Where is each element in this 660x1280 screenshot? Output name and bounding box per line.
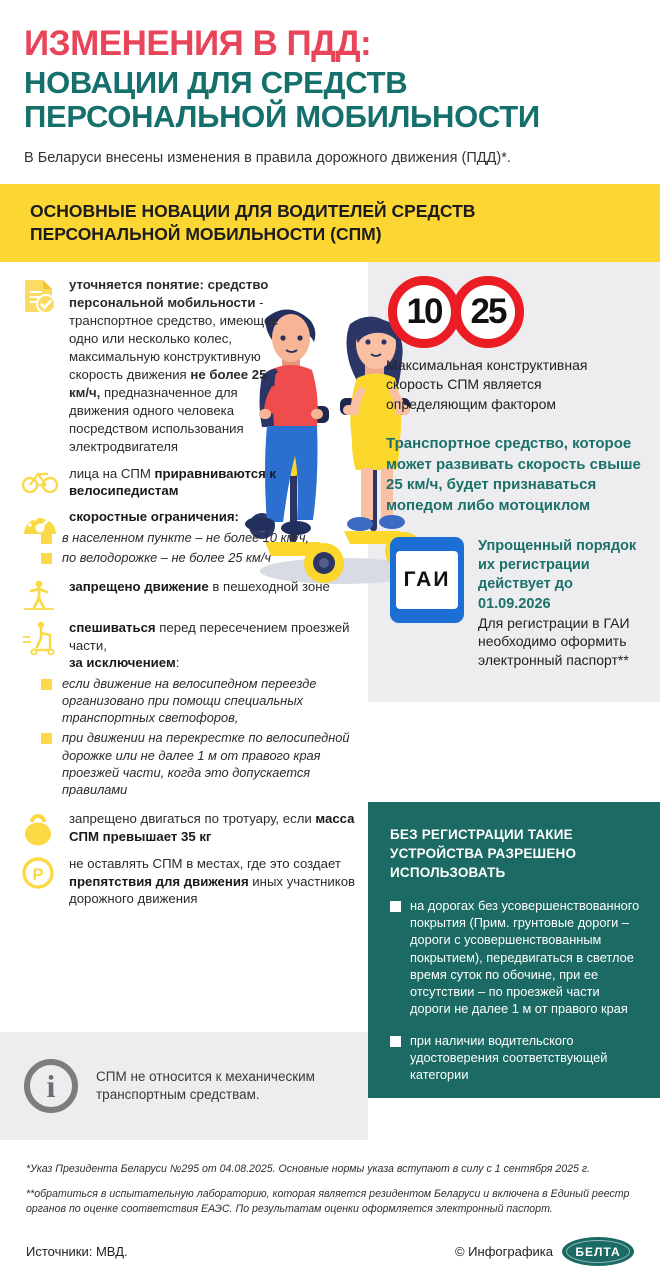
gai-body-text: Для регистрации в ГАИ необходимо оформить электронный паспорт** (478, 614, 630, 669)
definition-rest-2: предназначенное для движения одного человека посредством использования электродвигателя (69, 384, 244, 454)
dismount-plain1: перед пересечением проезжей части, (69, 620, 350, 653)
left-column (0, 262, 368, 917)
info-note-box (0, 1032, 368, 1140)
yellow-square-bullet (41, 679, 52, 690)
pedestrian-plain: в пешеходной зоне (208, 579, 330, 595)
gai-head-line1: Упрощенный порядок (478, 537, 637, 554)
yellow-square-bullet (41, 733, 52, 744)
pedestrian-text (69, 578, 330, 595)
parking-plain2: иных участников дорожного движения (69, 873, 356, 907)
sign-value-10: 10 (406, 292, 442, 332)
banner-line-2: ПЕРСОНАЛЬНОЙ МОБИЛЬНОСТИ (СПМ) (30, 223, 382, 244)
footer (0, 1148, 660, 1266)
definition-speed: не более 25 км/ч, (69, 366, 267, 400)
bullet-speed-limits (22, 508, 360, 569)
teal-head-line3: ИСПОЛЬЗОВАТЬ (390, 864, 506, 880)
dismount-exception (69, 654, 360, 671)
dismount-bold1: спешиваться (69, 620, 156, 636)
bullet-parking (22, 855, 360, 907)
page-title-teal-line2: ПЕРСОНАЛЬНОЙ МОБИЛЬНОСТИ (24, 99, 540, 135)
right-column (368, 262, 660, 670)
gai-plate-label: ГАИ (396, 551, 458, 609)
bullet-pedestrian-zone (22, 578, 360, 610)
no-registration-box (368, 802, 660, 1098)
footnote-2: **обратиться в испытательную лабораторию, которая является резидентом Беларуси и включена в Единый реестр органов по оценке соответствия ЕАЭС. По результатам оценки оформляется электронный паспорт. (26, 1188, 630, 1216)
dismount-colon: : (175, 655, 180, 671)
pedestrian-bold: запрещено движение (69, 579, 209, 595)
sources-text: Источники: МВД. (26, 1244, 128, 1260)
weight-text (69, 810, 360, 845)
bullet-dismount (22, 619, 360, 801)
page-title-teal-line1: НОВАЦИИ ДЛЯ СРЕДСТВ (24, 64, 408, 100)
weight-bold: масса СПМ превышает 35 кг (69, 811, 355, 844)
sign-value-25: 25 (470, 292, 506, 332)
copyright-row (455, 1237, 634, 1266)
teal-item-text: на дорогах без усовершенствованного покрытия (Прим. грунтовые дороги – дороги с усовершенствованным покрытием), передвигаться в светлое время суток по обочине, при ее отсутствии – по проезжей части дороги не далее 1 м от правого края (410, 897, 640, 1017)
teal-head-line1: БЕЗ РЕГИСТРАЦИИ ТАКИЕ (390, 827, 573, 843)
teal-item-text: при наличии водительского удостоверения соответствующей категории (410, 1032, 608, 1083)
definition-lead: уточняется понятие: (69, 277, 204, 293)
definition-rest-1: - транспортное средство, имеющее одно или несколько колес, максимальную конструктивную скорость движения (69, 294, 279, 382)
page-title-teal (24, 66, 636, 135)
info-note-text: СПМ не относится к механическим транспортным средствам. (96, 1068, 315, 1102)
dismount-exception-text: при движении на перекрестке по велосипедной дорожке или не далее 1 м от правого края проезжей части, когда это допускается правилами (62, 730, 350, 798)
bullet-equated-to-cyclists (22, 465, 360, 500)
equated-plain: лица на СПМ (69, 465, 155, 481)
speed-limit-text: по велодорожке – не более 25 км/ч (62, 550, 272, 566)
speed-sign-25 (452, 276, 524, 348)
gai-registration-block (390, 531, 646, 670)
parking-text (69, 855, 360, 907)
footer-sources-row (26, 1237, 634, 1266)
speed-limit-item (31, 529, 360, 546)
moped-motorcycle-text: Транспортное средство, которое может развивать скорость свыше 25 км/ч, будет признаваться мопедом либо мотоциклом (386, 434, 641, 515)
teal-list-item (390, 1032, 642, 1084)
speed-sign-10 (388, 276, 460, 348)
header (0, 0, 660, 168)
gai-head-date: 01.09.2026 (478, 595, 551, 612)
definition-text (69, 276, 287, 456)
banner-line-1: ОСНОВНЫЕ НОВАЦИИ ДЛЯ ВОДИТЕЛЕЙ СРЕДСТВ (30, 201, 476, 222)
belta-logo: БЕЛТА (562, 1237, 634, 1266)
scooter-rider-icon (22, 619, 60, 655)
dismount-exception-item (31, 675, 360, 727)
dismount-bold2: за исключением (69, 655, 176, 671)
parking-plain1: не оставлять СПМ в местах, где это создает (69, 856, 341, 872)
no-parking-icon (22, 855, 60, 889)
speed-signs-group (388, 276, 646, 348)
dismount-exception-item (31, 729, 360, 798)
yellow-square-bullet (41, 533, 52, 544)
white-square-bullet (390, 1036, 401, 1047)
gai-head-line2: их регистрации (478, 557, 590, 573)
svg-text:P: P (32, 865, 44, 885)
page-subtitle: В Беларуси внесены изменения в правила дорожного движения (ПДД)*. (24, 150, 511, 167)
kettlebell-weight-icon (22, 810, 60, 846)
teal-head-line2: УСТРОЙСТВА РАЗРЕШЕНО (390, 845, 577, 861)
gai-head-line3: действует до (478, 576, 573, 593)
bicycle-icon (22, 465, 60, 493)
equated-bold: приравниваются к велосипедистам (69, 465, 277, 498)
speed-limits-head: скоростные ограничения: (69, 509, 239, 525)
gai-plate-icon (390, 537, 464, 623)
gai-text-block (478, 537, 646, 670)
equated-text (69, 465, 360, 500)
speed-limit-item (31, 549, 360, 566)
white-square-bullet (390, 901, 401, 912)
definition-term: средство персональной мобильности (69, 277, 269, 310)
footnote-1: *Указ Президента Беларуси №295 от 04.08.2025. Основные нормы указа вступают в силу с 1 сентября 2025 г. (26, 1163, 591, 1175)
copyright-text: © Инфографика (454, 1244, 553, 1260)
body-area (0, 262, 660, 1083)
bullet-definition (22, 276, 360, 456)
dismount-head (69, 619, 360, 654)
yellow-square-bullet (41, 553, 52, 564)
pedestrian-walking-icon (22, 578, 60, 610)
page-title-red: ИЗМЕНЕНИЯ В ПДД: (24, 24, 372, 63)
info-icon: i (24, 1059, 78, 1113)
speed-limit-text: в населенном пункте – не более 10 км/ч, (62, 529, 310, 545)
weight-plain: запрещено двигаться по тротуару, если (69, 811, 316, 827)
bullet-weight-limit (22, 810, 360, 846)
parking-bold: препятствия для движения (69, 873, 249, 889)
max-speed-text: Максимальная конструктивная скорость СПМ является определяющим фактором (386, 357, 588, 412)
document-check-icon (22, 276, 60, 314)
section-banner (0, 184, 660, 262)
teal-list-item (390, 897, 642, 1018)
dismount-exception-text: если движение на велосипедном переезде организовано при помощи специальных транспортных светофоров, (62, 675, 317, 726)
